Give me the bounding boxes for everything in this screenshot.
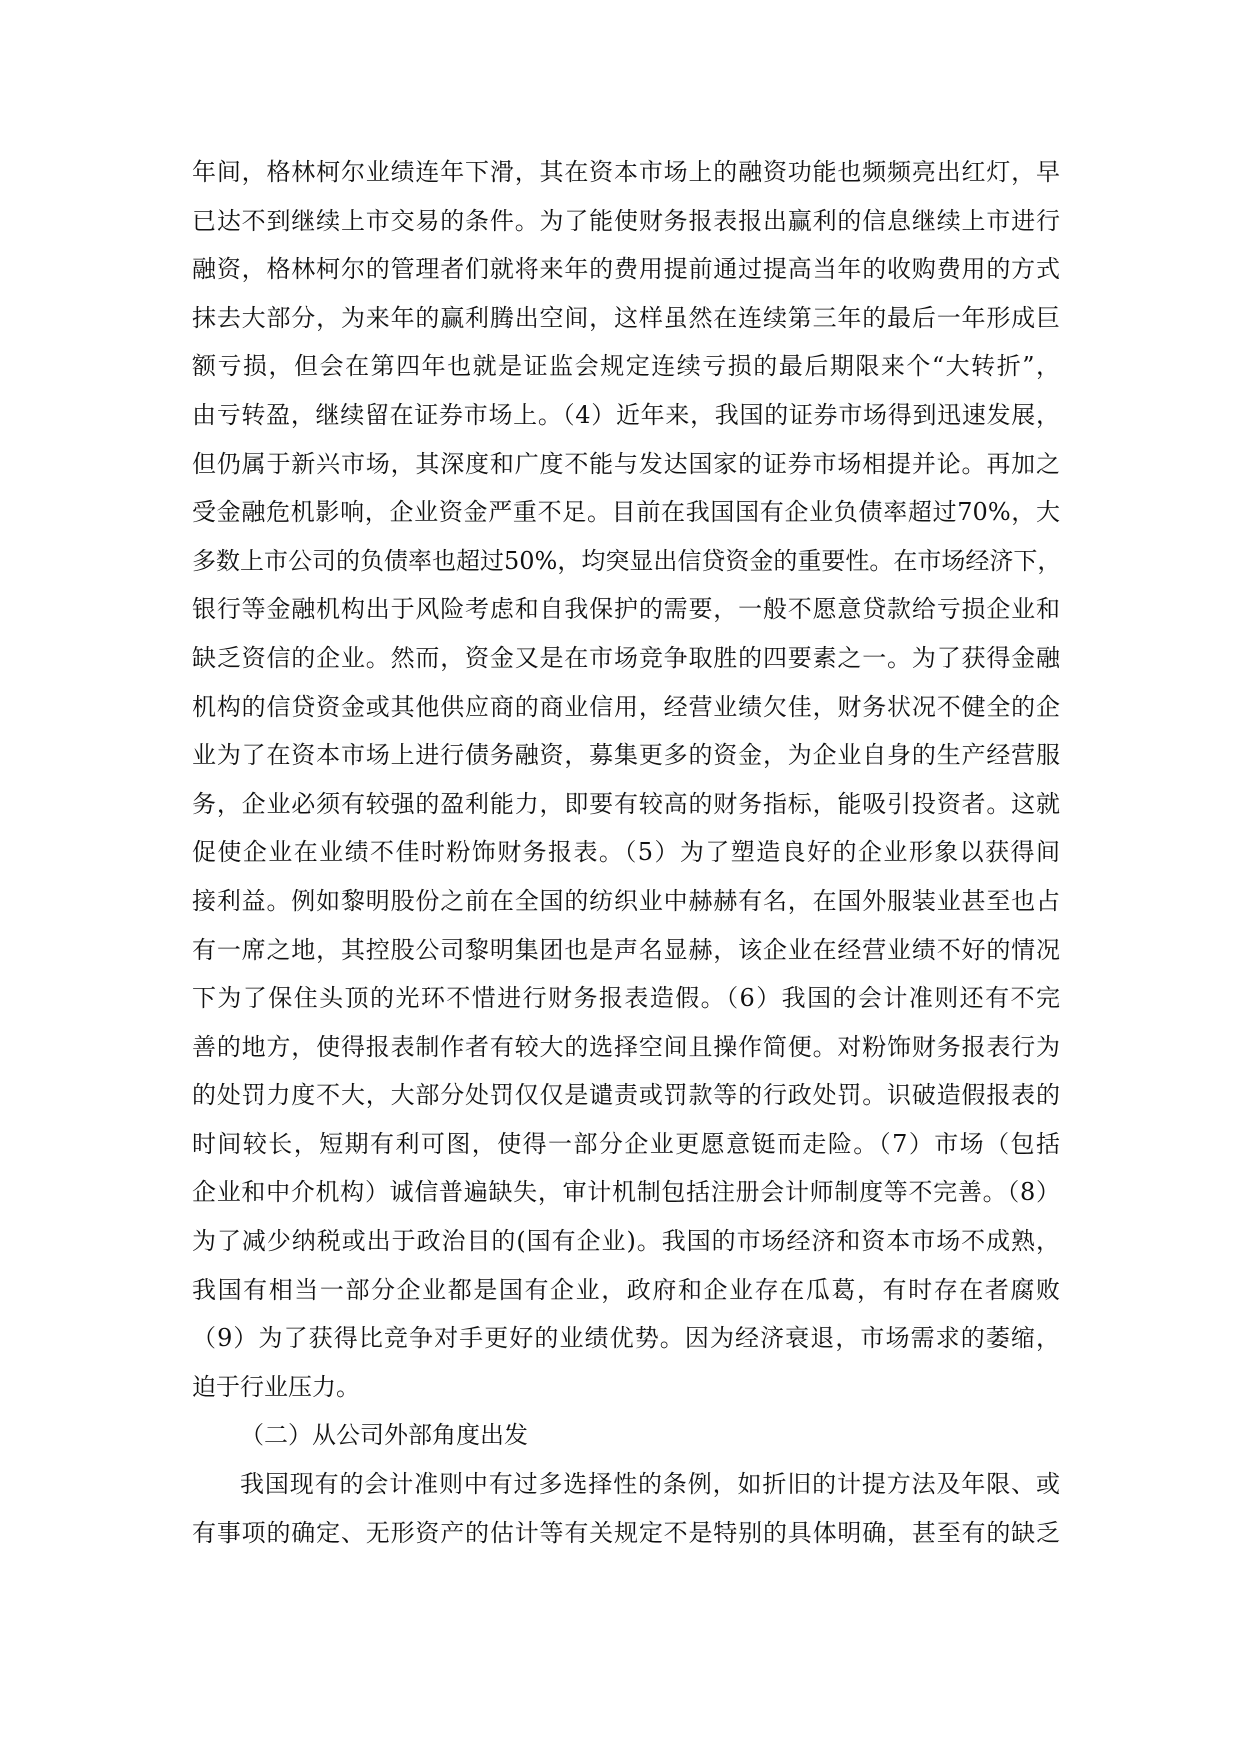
text-line: 有一席之地，其控股公司黎明集团也是声名显赫，该企业在经营业绩不好的情况 [192,935,1060,964]
text-line: 缺乏资信的企业。然而，资金又是在市场竞争取胜的四要素之一。为了获得金融 [192,643,1060,672]
text-line: 银行等金融机构出于风险考虑和自我保护的需要，一般不愿意贷款给亏损企业和 [192,595,1060,624]
text-line: 为了减少纳税或出于政治目的(国有企业)。我国的市场经济和资本市场不成熟， [192,1227,1060,1256]
text-line: 务，企业必须有较强的盈利能力，即要有较高的财务指标，能吸引投资者。这就 [192,789,1060,818]
text-line: 抹去大部分，为来年的赢利腾出空间，这样虽然在连续第三年的最后一年形成巨 [192,303,1060,332]
section-heading: （二）从公司外部角度出发 [240,1421,528,1450]
text-line: 融资，格林柯尔的管理者们就将来年的费用提前通过提高当年的收购费用的方式 [192,255,1060,284]
paragraph-first-line: 我国现有的会计准则中有过多选择性的条例，如折旧的计提方法及年限、或 [240,1470,1060,1499]
text-line: 由亏转盈，继续留在证券市场上。（4）近年来，我国的证券市场得到迅速发展， [192,400,1060,429]
body-text [192,148,1060,1557]
text-line: 年间，格林柯尔业绩连年下滑，其在资本市场上的融资功能也频频亮出红灯，早 [192,158,1060,186]
text-line: 额亏损，但会在第四年也就是证监会规定连续亏损的最后期限来个“大转折”， [192,352,1060,381]
text-line: 接利益。例如黎明股份之前在全国的纺织业中赫赫有名，在国外服装业甚至也占 [192,886,1060,915]
text-line: 善的地方，使得报表制作者有较大的选择空间且操作简便。对粉饰财务报表行为 [192,1032,1060,1061]
text-line: 我国有相当一部分企业都是国有企业，政府和企业存在瓜葛，有时存在者腐败 [192,1275,1060,1304]
text-line: 受金融危机影响，企业资金严重不足。目前在我国国有企业负债率超过70%，大 [192,498,1060,527]
text-line: 已达不到继续上市交易的条件。为了能使财务报表报出赢利的信息继续上市进行 [192,206,1060,235]
text-line: 企业和中介机构）诚信普遍缺失，审计机制包括注册会计师制度等不完善。（8） [192,1178,1060,1207]
text-line: 促使企业在业绩不佳时粉饰财务报表。（5）为了塑造良好的企业形象以获得间 [192,838,1060,867]
text-line: 业为了在资本市场上进行债务融资，募集更多的资金，为企业自身的生产经营服 [192,741,1060,770]
text-line: 有事项的确定、无形资产的估计等有关规定不是特别的具体明确，甚至有的缺乏 [192,1518,1060,1547]
text-line: （9）为了获得比竞争对手更好的业绩优势。因为经济衰退，市场需求的萎缩， [192,1324,1060,1353]
text-line: 迫于行业压力。 [192,1372,360,1401]
text-line: 机构的信贷资金或其他供应商的商业信用，经营业绩欠佳，财务状况不健全的企 [192,692,1060,721]
text-line: 下为了保住头顶的光环不惜进行财务报表造假。（6）我国的会计准则还有不完 [192,984,1060,1013]
text-line: 的处罚力度不大，大部分处罚仅仅是谴责或罚款等的行政处罚。识破造假报表的 [192,1081,1060,1110]
text-line: 但仍属于新兴市场，其深度和广度不能与发达国家的证券市场相提并论。再加之 [192,449,1060,478]
text-line: 多数上市公司的负债率也超过50%，均突显出信贷资金的重要性。在市场经济下， [192,546,1062,575]
text-line: 时间较长，短期有利可图，使得一部分企业更愿意铤而走险。（7）市场（包括 [192,1129,1060,1158]
